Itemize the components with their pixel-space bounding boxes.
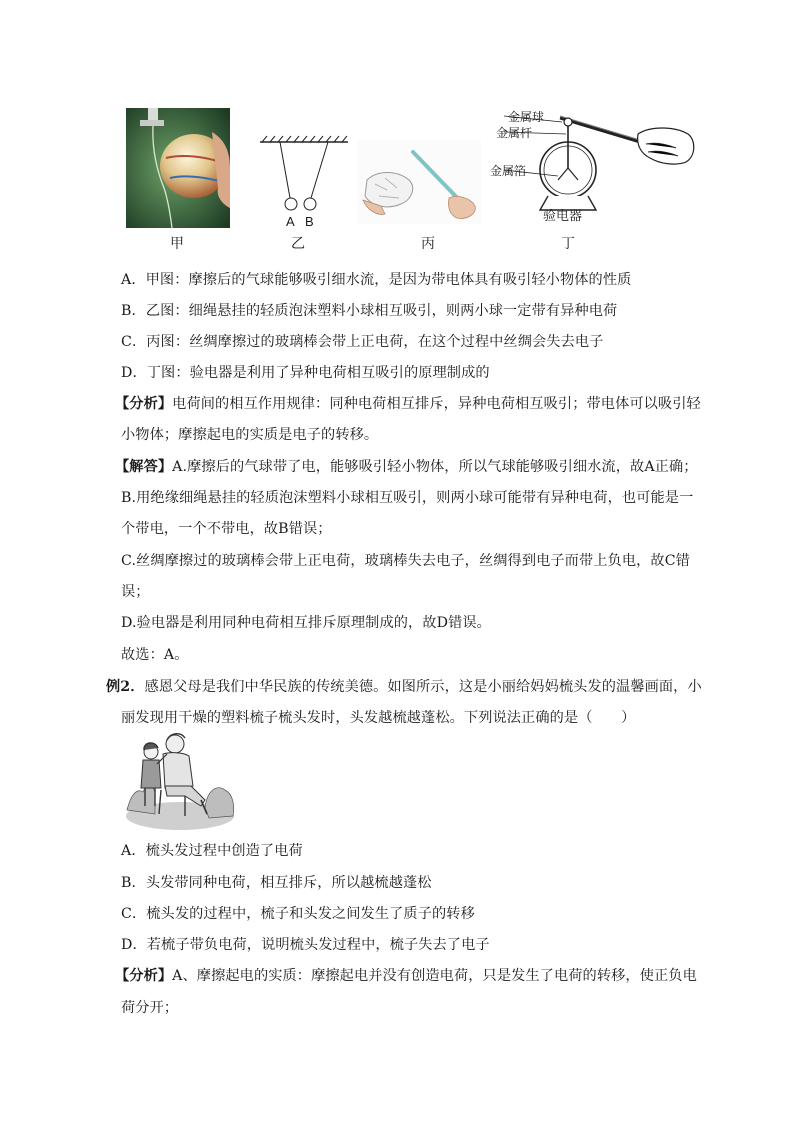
q1-answer-line6: D.验电器是利用同种电荷相互排斥原理制成的，故D错误。: [121, 615, 491, 631]
figure-yi-hanging-balls: [258, 134, 350, 230]
q2-stem-line1: 例2．感恩父母是我们中华民族的传统美德。如图所示，这是小丽给妈妈梳头发的温馨画面，小: [106, 679, 702, 695]
caption-ding: 丁: [561, 236, 575, 252]
q2-stem-line2: 丽发现用干燥的塑料梳子梳头发时，头发越梳越蓬松。下列说法正确的是（ ）: [121, 710, 636, 726]
q1-option-c: C．丙图：丝绸摩擦过的玻璃棒会带上正电荷，在这个过程中丝绸会失去电子: [121, 334, 604, 350]
q1-analysis-line2: 小物体；摩擦起电的实质是电子的转移。: [121, 427, 379, 443]
q2-option-c: C．梳头发的过程中，梳子和头发之间发生了质子的转移: [121, 906, 475, 922]
caption-bing: 丙: [421, 236, 435, 252]
q1-answer-line4: C.丝绸摩擦过的玻璃棒会带上正电荷，玻璃棒失去电子，丝绸得到电子而带上负电，故C错: [121, 553, 690, 569]
ball-label-b: B: [305, 214, 314, 229]
q1-answer-line5: 误；: [121, 584, 150, 600]
caption-jia: 甲: [170, 236, 184, 252]
label-metal-foil: 金属箔: [490, 164, 527, 178]
label-metal-ball: 金属球: [508, 110, 545, 124]
q2-analysis-line1: 【分析】A、摩擦起电的实质：摩擦起电并没有创造电荷，只是发生了电荷的转移，使正负电: [115, 968, 697, 984]
q2-option-b: B．头发带同种电荷，相互排斥，所以越梳越蓬松: [121, 875, 432, 891]
q1-option-d: D．丁图：验电器是利用了异种电荷相互吸引的原理制成的: [121, 365, 490, 381]
label-metal-rod: 金属杆: [496, 126, 533, 140]
q1-option-b: B．乙图：细绳悬挂的轻质泡沫塑料小球相互吸引，则两小球一定带有异种电荷: [121, 303, 618, 319]
label-electroscope: 验电器: [543, 209, 583, 224]
q1-analysis-line1: 【分析】电荷间的相互作用规律：同种电荷相互排斥，异种电荷相互吸引；带电体可以吸引轻: [115, 396, 701, 412]
figure-jia-balloon-photo: [126, 108, 230, 228]
caption-yi: 乙: [291, 236, 305, 252]
figure-combing-hair-illustration: [125, 730, 235, 832]
q1-answer-line3: 个带电，一个不带电，故B错误；: [121, 521, 332, 537]
q1-option-a: A．甲图：摩擦后的气球能够吸引细水流，是因为带电体具有吸引轻小物体的性质: [121, 272, 632, 288]
ball-label-a: A: [286, 214, 295, 229]
q1-answer-line2: B.用绝缘细绳悬挂的轻质泡沫塑料小球相互吸引，则两小球可能带有异种电荷，也可能是一: [121, 490, 694, 506]
figure-bing-silk-glass-rod: [357, 140, 481, 224]
q2-label: 例2．: [106, 679, 145, 695]
q1-answer-line1: 【解答】A.摩擦后的气球带了电，能够吸引轻小物体，所以气球能够吸引细水流，故A正确；: [115, 459, 698, 475]
q2-analysis-line2: 荷分开；: [121, 1000, 179, 1016]
q2-option-a: A．梳头发过程中创造了电荷: [121, 843, 303, 859]
q2-option-d: D．若梳子带负电荷，说明梳头发过程中，梳子失去了电子: [121, 937, 490, 953]
q1-answer-line7: 故选：A。: [121, 647, 189, 663]
